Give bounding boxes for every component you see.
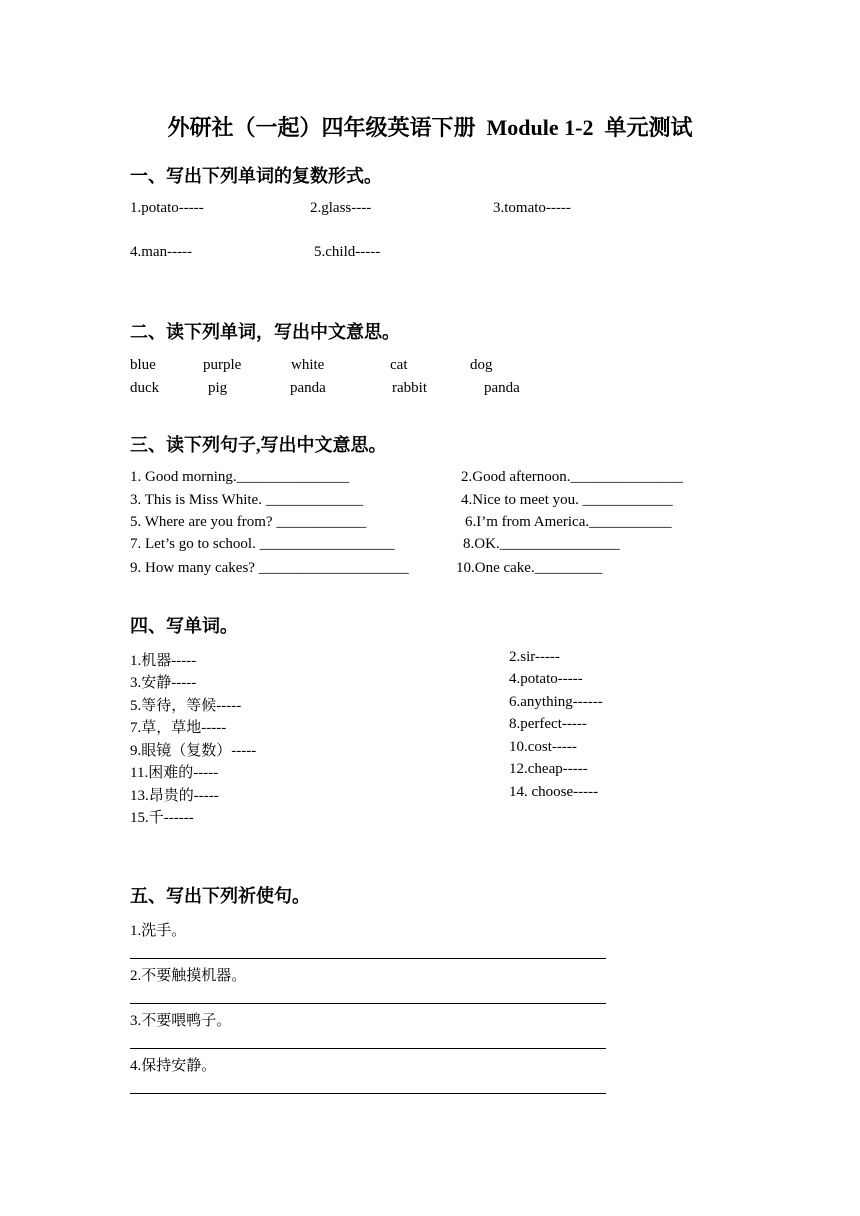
s1-item-1: 1.potato----- xyxy=(130,200,204,216)
s1-item-2: 2.glass---- xyxy=(310,200,372,216)
s4-item: 14. choose----- xyxy=(509,784,599,800)
s4-item: 8.perfect----- xyxy=(509,716,587,732)
section-3-heading: 三、读下列句子,写出中文意思。 xyxy=(130,435,387,455)
s1-item-3: 3.tomato----- xyxy=(493,200,571,216)
s4-item: 13.昂贵的----- xyxy=(130,788,219,804)
s2-word: panda xyxy=(484,380,520,396)
page-title: 外研社（一起）四年级英语下册 Module 1-2 单元测试 xyxy=(167,115,693,140)
s4-item: 11.困难的----- xyxy=(130,765,219,781)
section-2-heading: 二、读下列单词，写出中文意思。 xyxy=(130,322,400,342)
s4-item: 5.等待，等候----- xyxy=(130,698,242,714)
answer-line[interactable] xyxy=(130,1003,606,1004)
s4-item: 9.眼镜（复数）----- xyxy=(130,743,257,759)
s3-sentence: 5. Where are you from? ____________ xyxy=(130,514,367,530)
section-4-heading: 四、写单词。 xyxy=(130,616,238,636)
s3-sentence: 9. How many cakes? ____________________ xyxy=(130,560,409,576)
s3-sentence: 3. This is Miss White. _____________ xyxy=(130,492,364,508)
s2-word: rabbit xyxy=(392,380,427,396)
s4-item: 10.cost----- xyxy=(509,739,577,755)
s5-item-4: 4.保持安静。 xyxy=(130,1058,217,1074)
s3-sentence: 7. Let’s go to school. __________________ xyxy=(130,536,395,552)
s2-word: pig xyxy=(208,380,228,396)
s4-item: 6.anything------ xyxy=(509,694,603,710)
s4-item: 12.cheap----- xyxy=(509,761,588,777)
s4-item: 7.草，草地----- xyxy=(130,720,227,736)
s1-item-5: 5.child----- xyxy=(314,244,381,260)
s3-sentence: 6.I’m from America.___________ xyxy=(465,514,672,530)
s3-sentence: 2.Good afternoon._______________ xyxy=(461,469,684,485)
s4-item: 2.sir----- xyxy=(509,649,560,665)
s3-sentence: 8.OK.________________ xyxy=(463,536,620,552)
s2-word: purple xyxy=(203,357,242,373)
s2-word: dog xyxy=(470,357,493,373)
section-1-heading: 一、写出下列单词的复数形式。 xyxy=(130,166,382,186)
s4-item: 4.potato----- xyxy=(509,671,583,687)
s3-sentence: 10.One cake._________ xyxy=(456,560,603,576)
s2-word: duck xyxy=(130,380,160,396)
section-5-heading: 五、写出下列祈使句。 xyxy=(130,886,310,906)
s2-word: blue xyxy=(130,357,156,373)
s4-item: 15.千------ xyxy=(130,810,194,826)
s2-word: white xyxy=(291,357,325,373)
answer-line[interactable] xyxy=(130,1048,606,1049)
s3-sentence: 1. Good morning._______________ xyxy=(130,469,350,485)
s5-item-3: 3.不要喂鸭子。 xyxy=(130,1013,232,1029)
s1-item-4: 4.man----- xyxy=(130,244,193,260)
s4-item: 3.安静----- xyxy=(130,675,197,691)
s5-item-1: 1.洗手。 xyxy=(130,923,187,939)
s2-word: panda xyxy=(290,380,326,396)
answer-line[interactable] xyxy=(130,1093,606,1094)
s3-sentence: 4.Nice to meet you. ____________ xyxy=(461,492,673,508)
s5-item-2: 2.不要触摸机器。 xyxy=(130,968,247,984)
answer-line[interactable] xyxy=(130,958,606,959)
s2-word: cat xyxy=(390,357,408,373)
s4-item: 1.机器----- xyxy=(130,653,197,669)
